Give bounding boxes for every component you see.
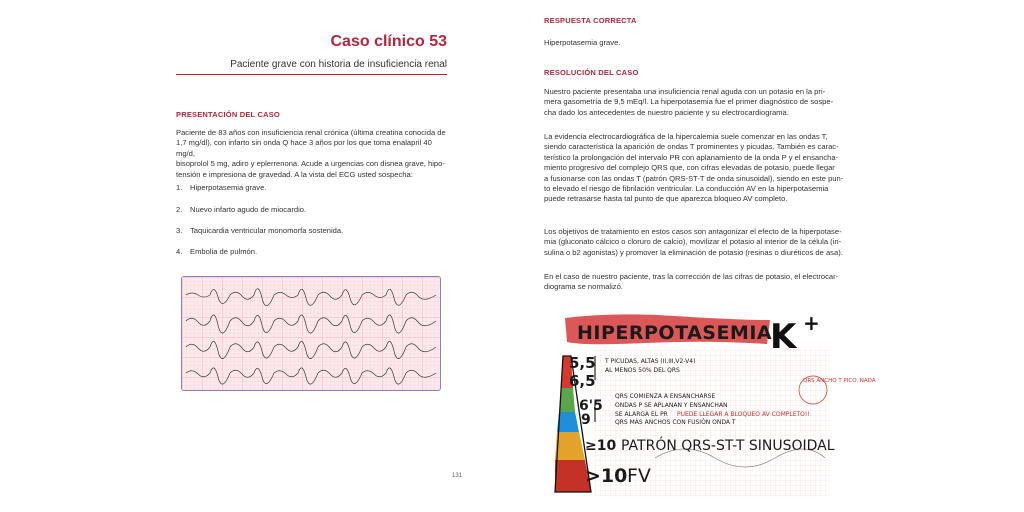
ecg-trace xyxy=(182,277,440,390)
level-value: 6'5 xyxy=(579,398,603,414)
paragraph-line: tensión e impresiona de gravedad. A la vista del ECG usted sospecha: xyxy=(176,169,413,179)
paragraph-line: 1,7 mg/dl), con infarto sin onda Q hace 3 años por los que toma enalapril 40 mg/d, xyxy=(176,138,432,158)
level-value: 6,5 xyxy=(569,372,596,390)
level-note: ONDAS P SE APLANAN Y ENSANCHAN xyxy=(615,402,728,409)
option-text: Nuevo infarto agudo de miocardio. xyxy=(190,205,307,214)
scale-segment-orange xyxy=(555,432,585,460)
level-note: T PICUDAS, ALTAS (II,III,V2-V4) xyxy=(605,358,696,365)
level-note: QRS MÁS ANCHOS CON FUSIÓN ONDA T xyxy=(615,419,736,426)
option-3 xyxy=(176,226,343,235)
paragraph-line: puede retrasarse hasta tal punto de que aparezca bloqueo AV completo. xyxy=(544,194,788,204)
level-value: ≥10 xyxy=(585,438,617,454)
sketch-plus: + xyxy=(803,311,820,335)
paragraph-line: bisoprolol 5 mg, adiro y eplerrenona. Acude a urgencias con disnea grave, hipo- xyxy=(176,159,445,169)
paragraph-line: Nuestro paciente presentaba una insuficiencia renal aguda con un potasio en la pri- xyxy=(544,87,826,96)
resolution-paragraph-2 xyxy=(544,132,844,205)
paragraph-line: La evidencia electrocardiográfica de la hipercalemia suele comenzar en las ondas T, xyxy=(544,132,828,141)
paragraph-line: a fusionarse con las ondas T (patrón QRS-ST-T de onda sinusoidal), siendo en este pun- xyxy=(544,173,844,183)
title-rule xyxy=(176,74,447,75)
paragraph-line: terístico la prolongación del intervalo PR con aplanamiento de la onda P y el ensancha- xyxy=(544,152,839,162)
option-number: 2. xyxy=(176,205,183,214)
case-paragraph xyxy=(176,128,451,180)
paragraph-line: to elevado el riesgo de fibrilación ventricular. La conducción AV en la hiperpotasemia xyxy=(544,184,829,194)
option-text: Hiperpotasemia grave. xyxy=(190,183,267,192)
paragraph-line: Los objetivos de tratamiento en estos casos son antagonizar el efecto de la hiperpotase- xyxy=(544,227,842,236)
level-note: PATRÓN QRS-ST-T SINUSOIDAL xyxy=(621,438,835,454)
option-4 xyxy=(176,247,257,256)
level-note: AL MENOS 50% DEL QRS xyxy=(605,367,680,374)
level-value: >10 xyxy=(585,465,628,487)
section-heading-presentation: PRESENTACIÓN DEL CASO xyxy=(176,110,280,119)
level-value: 9 xyxy=(581,412,591,428)
resolution-paragraph-4 xyxy=(544,272,844,293)
level-note: SE ALARGA EL PR xyxy=(615,411,668,418)
paragraph-line: En el caso de nuestro paciente, tras la corrección de las cifras de potasio, el electrocar- xyxy=(544,272,839,281)
paragraph-line: sulina o b2 agonistas) y promover la eliminación de potasio (resinas o diuréticos de asa). xyxy=(544,247,843,257)
resolution-paragraph-3 xyxy=(544,227,844,258)
option-number: 4. xyxy=(176,247,183,256)
level-note: QRS COMIENZA A ENSANCHARSE xyxy=(615,393,716,400)
paragraph-line: Paciente de 83 años con insuficiencia renal crónica (última creatina conocida de xyxy=(176,128,446,137)
level-value: 5,5 xyxy=(569,354,596,372)
option-number: 1. xyxy=(176,183,183,192)
sketch-drawing xyxy=(555,310,876,496)
hyperkalemia-sketch xyxy=(555,310,876,496)
level-note: FV xyxy=(627,465,651,487)
scale-segment-blue xyxy=(557,412,579,432)
option-text: Taquicardia ventricular monomorfa sostenida. xyxy=(190,226,344,235)
page-number: 131 xyxy=(452,473,463,479)
paragraph-line: mera gasometría de 9,5 mEq/l. La hiperpotasemia fue el primer diagnóstico de sospe- xyxy=(544,97,834,107)
sketch-title: HIPERPOTASEMIA xyxy=(577,322,773,344)
answer-text: Hiperpotasemia grave. xyxy=(544,38,621,47)
option-text: Embolia de pulmón. xyxy=(190,247,258,256)
paragraph-line: mia (gluconato cálcico o cloruro de calcio), movilizar el potasio al interior de la célula (in- xyxy=(544,237,842,247)
red-note: PUEDE LLEGAR A BLOQUEO AV COMPLETO!! xyxy=(677,411,810,418)
case-title: Caso clínico 53 xyxy=(330,33,447,50)
side-note: QRS ANCHO T PICO. NADA xyxy=(803,378,876,384)
paragraph-line: miento progresivo del complejo QRS que, con cifras elevadas de potasio, puede llegar xyxy=(544,163,835,173)
option-number: 3. xyxy=(176,226,183,235)
option-2 xyxy=(176,205,306,214)
paragraph-line: diograma se normalizó. xyxy=(544,282,623,292)
ecg-figure xyxy=(181,276,441,391)
case-subtitle: Paciente grave con historia de insuficiencia renal xyxy=(230,59,447,70)
section-heading-answer: RESPUESTA CORRECTA xyxy=(544,16,637,25)
paragraph-line: cha dado los antecedentes de nuestro paciente y su electrocardiograma. xyxy=(544,107,789,117)
option-1 xyxy=(176,183,266,192)
resolution-paragraph-1 xyxy=(544,87,844,118)
paragraph-line: siendo característica la aparición de ondas T prominentes y picudas. También es carac- xyxy=(544,142,839,152)
sketch-k-symbol: K xyxy=(770,317,797,357)
section-heading-resolution: RESOLUCIÓN DEL CASO xyxy=(544,68,639,77)
